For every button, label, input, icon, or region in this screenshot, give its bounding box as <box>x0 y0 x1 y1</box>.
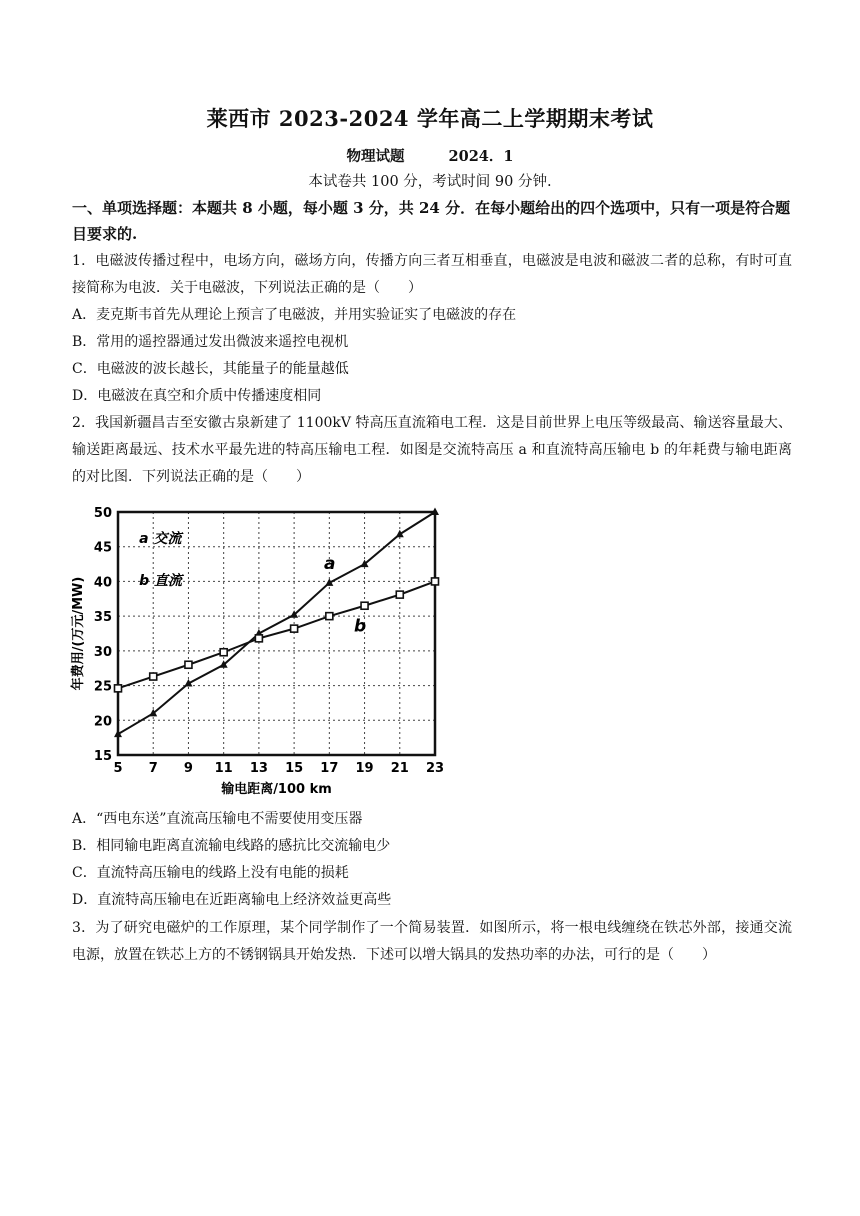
data-point-b <box>150 673 157 680</box>
exam-note: 本试卷共 100 分，考试时间 90 分钟. <box>308 174 552 190</box>
data-point-b <box>361 602 368 609</box>
exam-subtitle <box>0 145 860 166</box>
data-point-b <box>220 649 227 656</box>
question-1-stem: 1．电磁波传播过程中，电场方向，磁场方向，传播方向三者互相垂直，电磁波是电波和磁波二者的总称，有时可直接简称为电波．关于电磁波，下列说法正确的是（ ） <box>72 253 792 296</box>
y-tick-label: 45 <box>93 540 112 556</box>
data-point-b <box>432 578 439 585</box>
data-point-b <box>291 625 298 632</box>
data-point-b <box>326 613 333 620</box>
section-heading: 一、单项选择题：本题共 8 小题，每小题 3 分，共 24 分．在每小题给出的四个选项中，只有一项是符合题目要求的. <box>72 199 791 243</box>
question-1 <box>72 248 792 410</box>
series-line-b <box>118 581 435 688</box>
legend-entry-a: a 交流 <box>139 531 182 548</box>
y-axis-label: 年费用/(万元/MW) <box>71 576 86 691</box>
series-label-b: b <box>353 616 367 637</box>
question-2-option-d: D．直流特高压输电在近距离输电上经济效益更高些 <box>72 892 392 908</box>
subject-label: 物理试题 <box>346 148 405 165</box>
x-tick-label: 11 <box>214 761 233 776</box>
cost-distance-chart <box>70 500 450 800</box>
data-point-b <box>255 635 262 642</box>
y-tick-label: 15 <box>93 749 112 764</box>
x-tick-label: 5 <box>113 761 123 776</box>
x-tick-label: 23 <box>425 761 445 776</box>
question-1-option-d: D．电磁波在真空和介质中传播速度相同 <box>72 388 322 404</box>
data-point-b <box>396 591 403 598</box>
x-tick-label: 7 <box>148 761 158 776</box>
question-2-option-c: C．直流特高压输电的线路上没有电能的损耗 <box>72 865 349 881</box>
y-tick-label: 20 <box>93 714 112 730</box>
y-tick-label: 50 <box>93 506 112 521</box>
question-1-option-b: B．常用的遥控器通过发出微波来遥控电视机 <box>72 334 349 350</box>
question-3-stem: 3．为了研究电磁炉的工作原理，某个同学制作了一个简易装置．如图所示，将一根电线缠绕在铁芯外部，接通交流电源，放置在铁芯上方的不锈钢锅具开始发热．下述可以增大锅具的发热功率的办法，可行的是（ ） <box>72 920 792 963</box>
data-point-b <box>115 685 122 692</box>
question-3 <box>72 915 792 969</box>
x-axis-label: 输电距离/100 km <box>221 782 332 797</box>
y-tick-label: 25 <box>93 679 112 695</box>
question-1-option-a: A．麦克斯韦首先从理论上预言了电磁波，并用实验证实了电磁波的存在 <box>72 307 517 323</box>
legend-entry-b: b 直流 <box>139 572 183 589</box>
question-2-option-b: B．相同输电距离直流输电线路的感抗比交流输电少 <box>72 838 391 854</box>
question-2-stem: 2．我国新疆昌吉至安徽古泉新建了 1100kV 特高压直流箱电工程．这是目前世界上电压等级最高、输送容量最大、输送距离最远、技术水平最先进的特高压输电工程．如图是交流特高压 a 和直流特高压输电 b 的年耗费与输电距离的对比图．下列说法正确的是（ ） <box>72 415 792 485</box>
data-point-b <box>185 661 192 668</box>
x-tick-label: 9 <box>183 761 193 776</box>
question-2-options <box>72 806 792 914</box>
question-1-option-c: C．电磁波的波长越长，其能量子的能量越低 <box>72 361 349 377</box>
exam-date: 2024．1 <box>448 148 514 165</box>
x-tick-label: 21 <box>390 761 409 776</box>
x-tick-label: 15 <box>285 761 304 776</box>
question-2-option-a: A．“西电东送”直流高压输电不需要使用变压器 <box>72 811 363 827</box>
exam-title: 莱西市 2023-2024 学年高二上学期期末考试 <box>206 106 654 131</box>
x-tick-label: 13 <box>249 761 268 776</box>
x-tick-label: 17 <box>320 761 339 776</box>
x-tick-label: 19 <box>355 761 374 776</box>
series-label-a: a <box>324 553 336 574</box>
y-tick-label: 30 <box>93 644 112 660</box>
y-tick-label: 35 <box>93 610 112 626</box>
question-2 <box>72 410 792 491</box>
y-tick-label: 40 <box>93 575 112 591</box>
